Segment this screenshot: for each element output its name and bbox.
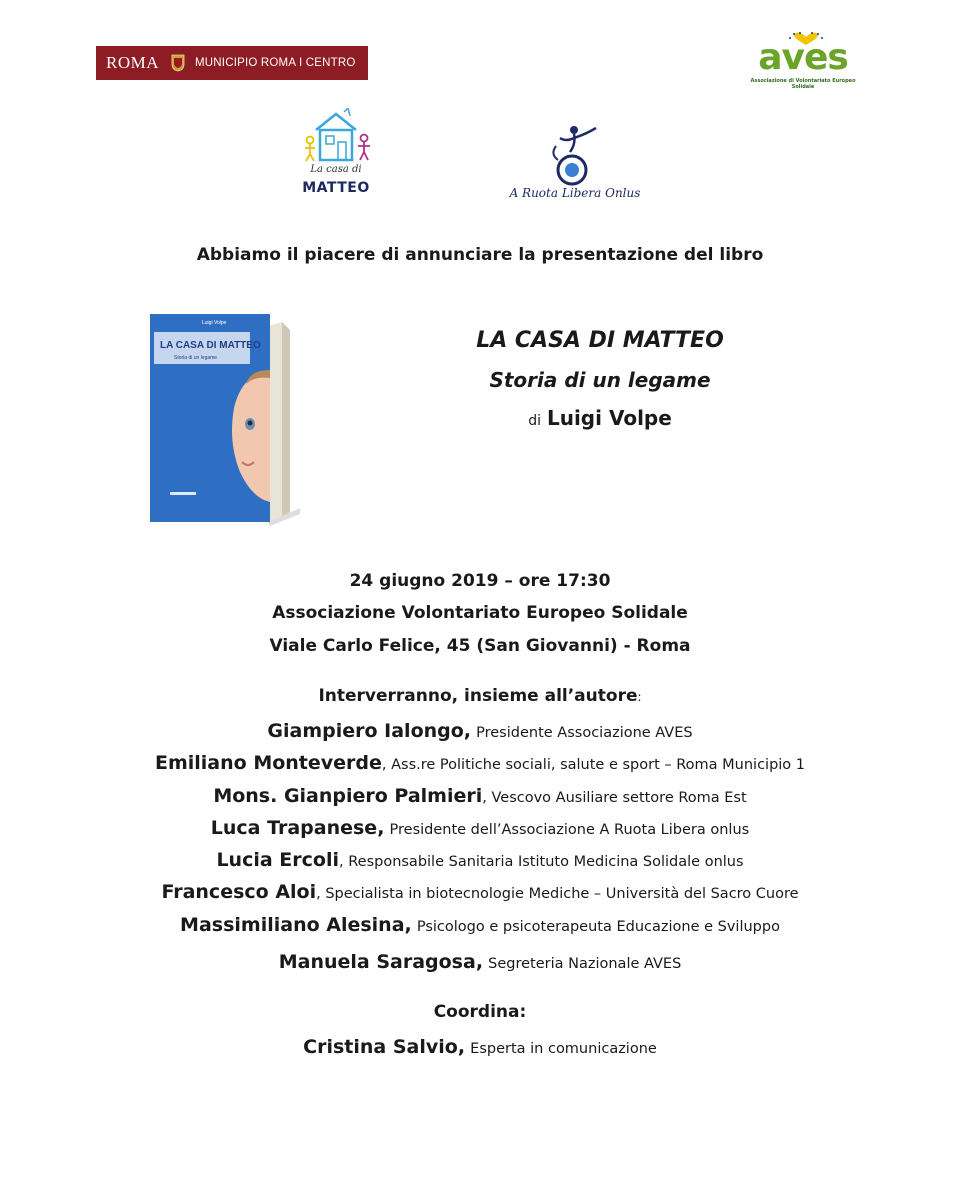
speaker-role: Psicologo e psicoterapeuta Educazione e Sviluppo	[416, 919, 780, 935]
aves-wordmark: aves	[758, 37, 848, 78]
casa-name: MATTEO	[302, 180, 370, 196]
casa-subtitle: La casa di	[310, 164, 362, 175]
coordinator-heading: Coordina:	[433, 1002, 527, 1022]
speaker-line	[0, 720, 960, 742]
coordinator-line	[0, 1036, 960, 1058]
speaker-name: Mons. Gianpiero Palmieri	[213, 785, 483, 807]
speaker-role: , Ass.re Politiche sociali, salute e sport – Roma Municipio 1	[381, 757, 806, 773]
speaker-line	[0, 914, 960, 936]
speaker-role: Segreteria Nazionale AVES	[488, 956, 682, 972]
speaker-name: Giampiero Ialongo,	[267, 720, 472, 742]
house-children-icon	[300, 108, 374, 164]
a-ruota-libera-logo	[500, 120, 650, 212]
speakers-heading	[0, 686, 960, 706]
speaker-role: , Vescovo Ausiliare settore Roma Est	[482, 790, 747, 806]
roma-municipio-logo	[96, 46, 368, 80]
speaker-name: Lucia Ercoli	[216, 849, 339, 871]
aves-subtitle: Associazione di Volontariato Europeo Solidale	[750, 78, 856, 90]
cover-author: Luigi Volpe	[202, 320, 227, 326]
casa-di-matteo-logo	[296, 108, 376, 204]
speaker-name: Francesco Aloi	[161, 881, 317, 903]
book-title: LA CASA DI MATTEO	[476, 328, 724, 353]
speaker-line	[0, 849, 960, 871]
municipio-label: MUNICIPIO ROMA I CENTRO	[195, 57, 356, 69]
roma-crest-icon	[171, 54, 185, 72]
aves-logo	[740, 32, 870, 88]
speaker-role: Presidente Associazione AVES	[476, 725, 693, 741]
speaker-name: Emiliano Monteverde	[154, 752, 382, 774]
cover-title: LA CASA DI MATTEO	[160, 340, 261, 351]
speaker-line	[0, 785, 960, 807]
speaker-role: , Responsabile Sanitaria Istituto Medicina Solidale onlus	[339, 854, 744, 870]
speaker-name: Massimiliano Alesina,	[180, 914, 412, 936]
roma-word: ROMA	[106, 53, 160, 72]
speaker-name: Manuela Saragosa,	[278, 951, 484, 973]
cover-subtitle: Storia di un legame	[174, 355, 218, 361]
book-author-line	[420, 406, 780, 430]
event-date: 24 giugno 2019 – ore 17:30	[349, 571, 611, 591]
speakers-heading-text: Interverranno, insieme all’autore	[318, 686, 638, 706]
book-subtitle: Storia di un legame	[489, 368, 711, 392]
ruota-libera-name: A Ruota Libera Onlus	[509, 186, 641, 200]
event-address: Viale Carlo Felice, 45 (San Giovanni) - Roma	[269, 636, 691, 656]
wheelchair-figure-icon	[546, 120, 610, 190]
speaker-role: , Specialista in biotecnologie Mediche – Università del Sacro Cuore	[316, 886, 799, 902]
speakers-heading-colon: :	[637, 690, 642, 704]
book-author: Luigi Volpe	[546, 406, 672, 430]
event-place: Associazione Volontariato Europeo Solidale	[272, 603, 688, 623]
speaker-line	[0, 881, 960, 903]
book-cover-image	[150, 312, 310, 526]
speaker-line	[0, 752, 960, 774]
coordinator-role: Esperta in comunicazione	[470, 1041, 657, 1057]
intro-text: Abbiamo il piacere di annunciare la presentazione del libro	[196, 245, 764, 265]
speaker-role: Presidente dell’Associazione A Ruota Libera onlus	[389, 822, 750, 838]
speaker-name: Luca Trapanese,	[210, 817, 385, 839]
speaker-line	[0, 951, 960, 973]
by-label: di	[528, 413, 541, 429]
speaker-line	[0, 817, 960, 839]
coordinator-name: Cristina Salvio,	[303, 1036, 466, 1058]
